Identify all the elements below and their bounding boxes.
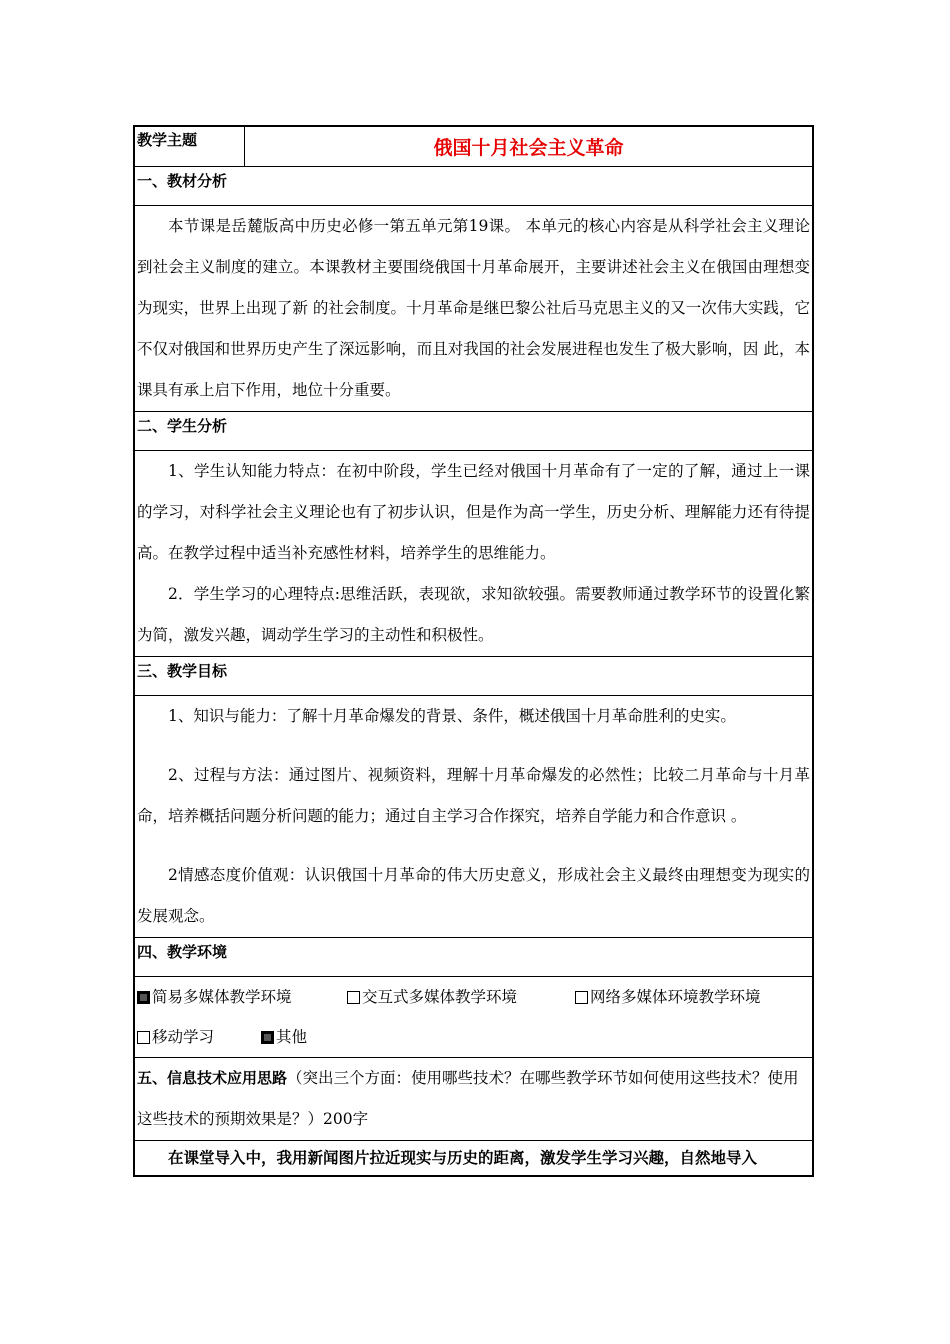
student-paragraph-2: 2．学生学习的心理特点:思维活跃，表现欲，求知欲较强。需要教师通过教学环节的设置化繁为简，激发兴趣，调动学生学习的主动性和积极性。 xyxy=(137,585,810,644)
option-interactive-multimedia[interactable] xyxy=(347,977,575,1017)
checkbox-icon[interactable] xyxy=(137,1031,150,1044)
teaching-goals xyxy=(135,696,812,938)
it-application-heading-row xyxy=(135,1058,812,1141)
lesson-plan-table xyxy=(133,125,814,1177)
option-label: 简易多媒体教学环境 xyxy=(152,988,292,1006)
option-other[interactable] xyxy=(261,1017,307,1057)
environment-options xyxy=(135,977,812,1058)
goal-attitude: 2情感态度价值观：认识俄国十月革命的伟大历史意义，形成社会主义最终由理想变为现实的发展观念。 xyxy=(137,866,810,925)
section-heading-goals: 三、教学目标 xyxy=(135,657,812,696)
checkbox-icon[interactable] xyxy=(347,991,360,1004)
lesson-title: 俄国十月社会主义革命 xyxy=(433,137,624,159)
option-mobile-learning[interactable] xyxy=(137,1017,261,1057)
option-label: 其他 xyxy=(276,1028,308,1046)
textbook-analysis xyxy=(135,206,812,412)
checkbox-icon[interactable] xyxy=(575,991,588,1004)
topic-label: 教学主题 xyxy=(135,127,245,166)
option-simple-multimedia[interactable] xyxy=(137,977,347,1017)
student-paragraph-1: 1、学生认知能力特点：在初中阶段，学生已经对俄国十月革命有了一定的了解，通过上一课的学习，对科学社会主义理论也有了初步认识，但是作为高一学生，历史分析、理解能力还有待提高。在教学过程中适当补充感性材料，培养学生的思维能力。 xyxy=(137,462,810,562)
section-heading-environment: 四、教学环境 xyxy=(135,938,812,977)
checkbox-icon[interactable] xyxy=(261,1031,274,1044)
it-application-note: （突出三个方面：使用哪些技术？在哪些教学环节如何使用这些技术？使用这些技术的预期效果是？）200字 xyxy=(137,1069,799,1128)
it-application-intro: 在课堂导入中，我用新闻图片拉近现实与历史的距离，激发学生学习兴趣，自然地导入 xyxy=(168,1148,758,1167)
goal-knowledge: 1、知识与能力：了解十月革命爆发的背景、条件，概述俄国十月革命胜利的史实。 xyxy=(168,707,736,725)
option-network-multimedia[interactable] xyxy=(575,977,761,1017)
section-heading-it: 五、信息技术应用思路 xyxy=(137,1069,288,1087)
option-label: 交互式多媒体教学环境 xyxy=(362,988,518,1006)
option-label: 网络多媒体环境教学环境 xyxy=(590,988,761,1006)
section-heading-textbook: 一、教材分析 xyxy=(135,167,812,206)
textbook-paragraph: 本节课是岳麓版高中历史必修一第五单元第19课。 本单元的核心内容是从科学社会主义理论到社会主义制度的建立。本课教材主要围绕俄国十月革命展开，主要讲述社会主义在俄国由理想变为现实，世界上出现了新 的社会制度。十月革命是继巴黎公社后马克思主义的又一次伟大实践，它不仅对俄国和世界历史产生了深远影响，而且对我国的社会发展进程也发生了极大影响，因 此，本课具有承上启下作用，地位十分重要。 xyxy=(137,217,810,399)
topic-row xyxy=(135,127,812,167)
student-analysis xyxy=(135,451,812,657)
section-heading-students: 二、学生分析 xyxy=(135,412,812,451)
checkbox-icon[interactable] xyxy=(137,991,150,1004)
goal-process: 2、过程与方法：通过图片、视频资料，理解十月革命爆发的必然性；比较二月革命与十月革命，培养概括问题分析问题的能力；通过自主学习合作探究，培养自学能力和合作意识 。 xyxy=(137,766,810,825)
option-label: 移动学习 xyxy=(152,1028,215,1046)
